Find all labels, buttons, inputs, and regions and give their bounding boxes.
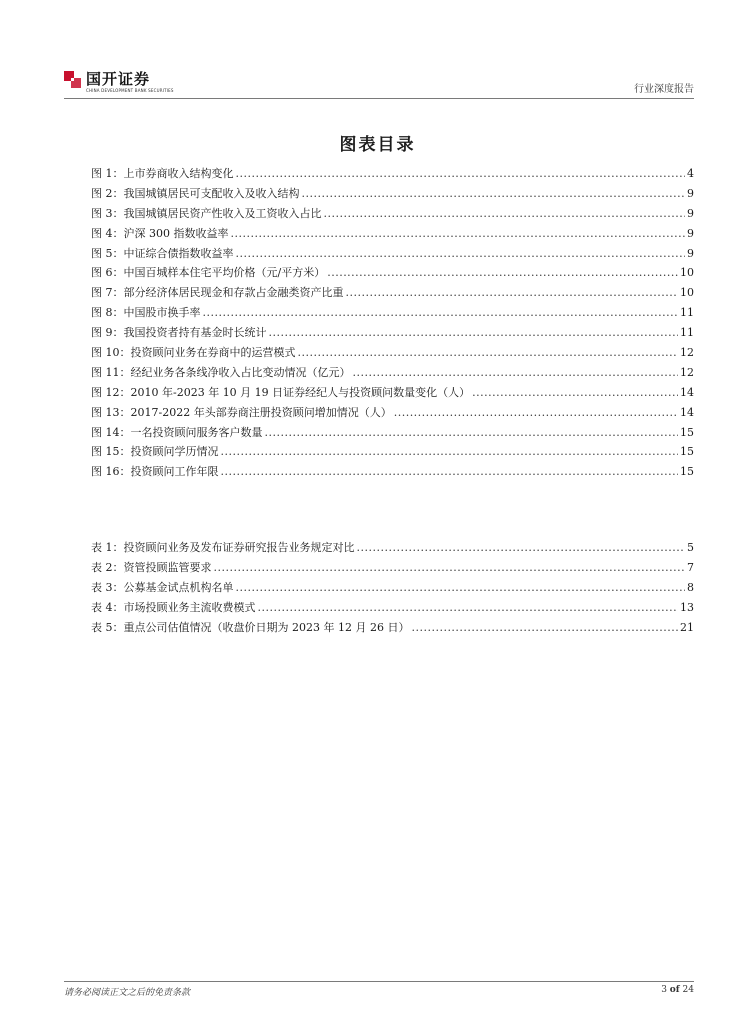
page-current: 3	[661, 985, 667, 995]
toc-entry-figure-2[interactable]: 图 2：我国城镇居民可支配收入及收入结构 ..... 9	[91, 184, 694, 204]
toc-entry-figure-10[interactable]: 图 10：投资顾问业务在券商中的运营模式 ..... 12	[91, 343, 694, 363]
leader-dots	[221, 462, 679, 482]
leader-dots	[258, 598, 679, 618]
leader-dots	[221, 442, 679, 462]
toc-entry-figure-4[interactable]: 图 4：沪深 300 指数收益率 ..... 9	[91, 224, 694, 244]
leader-dots	[346, 283, 679, 303]
leader-dots	[265, 423, 679, 443]
toc-entry-figure-14[interactable]: 图 14：一名投资顾问服务客户数量 ..... 15	[91, 423, 694, 443]
leader-dots	[357, 538, 686, 558]
toc-entry-table-3[interactable]: 表 3：公募基金试点机构名单 ..... 8	[91, 578, 694, 598]
toc-entry-table-5[interactable]: 表 5：重点公司估值情况（收盘价日期为 2023 年 12 月 26 日） ..... 21	[91, 618, 694, 638]
leader-dots	[302, 184, 686, 204]
figure-list	[91, 164, 694, 482]
page-header	[64, 66, 694, 100]
toc-entry-table-4[interactable]: 表 4：市场投顾业务主流收费模式 ..... 13	[91, 598, 694, 618]
toc-entry-figure-9[interactable]: 图 9：我国投资者持有基金时长统计 ..... 11	[91, 323, 694, 343]
toc-entry-figure-1[interactable]: 图 1：上市券商收入结构变化 ..... 4	[91, 164, 694, 184]
toc-entry-figure-7[interactable]: 图 7：部分经济体居民现金和存款占金融类资产比重 ..... 10	[91, 283, 694, 303]
leader-dots	[214, 558, 686, 578]
header-divider	[64, 98, 694, 99]
leader-dots	[324, 204, 686, 224]
footer-divider	[64, 981, 694, 982]
toc-entry-table-2[interactable]: 表 2：资管投顾监管要求 ..... 7	[91, 558, 694, 578]
toc-entry-figure-12[interactable]: 图 12：2010 年-2023 年 10 月 19 日证券经纪人与投资顾问数量变化（人） ..... 14	[91, 383, 694, 403]
table-list	[91, 538, 694, 637]
leader-dots	[327, 263, 678, 283]
toc-entry-figure-15[interactable]: 图 15：投资顾问学历情况 ..... 15	[91, 442, 694, 462]
leader-dots	[236, 164, 686, 184]
leader-dots	[203, 303, 679, 323]
logo-mark-icon	[64, 71, 81, 88]
toc-entry-figure-13[interactable]: 图 13：2017-2022 年头部券商注册投资顾问增加情况（人） ..... 14	[91, 403, 694, 423]
footer-disclaimer: 请务必阅读正文之后的免责条款	[64, 988, 191, 998]
toc-title: 图表目录	[339, 135, 416, 155]
toc-entry-figure-3[interactable]: 图 3：我国城镇居民资产性收入及工资收入占比 ..... 9	[91, 204, 694, 224]
logo-name-en: CHINA DEVELOPMENT BANK SECURITIES	[86, 88, 174, 93]
leader-dots	[236, 244, 686, 264]
toc-entry-figure-8[interactable]: 图 8：中国股市换手率 ..... 11	[91, 303, 694, 323]
leader-dots	[230, 224, 685, 244]
toc-entry-table-1[interactable]: 表 1：投资顾问业务及发布证券研究报告业务规定对比 ..... 5	[91, 538, 694, 558]
page-total: 24	[682, 985, 694, 995]
leader-dots	[394, 403, 678, 423]
leader-dots	[269, 323, 679, 343]
report-type: 行业深度报告	[634, 84, 694, 95]
toc-entry-figure-11[interactable]: 图 11：经纪业务各条线净收入占比变动情况（亿元） ..... 12	[91, 363, 694, 383]
leader-dots	[411, 618, 678, 638]
leader-dots	[353, 363, 679, 383]
leader-dots	[298, 343, 679, 363]
logo-name-cn: 国开证券	[86, 70, 151, 88]
page-of: of	[669, 985, 680, 995]
leader-dots	[236, 578, 686, 598]
page-number	[661, 985, 694, 995]
leader-dots	[472, 383, 678, 403]
toc-entry-figure-5[interactable]: 图 5：中证综合债指数收益率 ..... 9	[91, 244, 694, 264]
toc-entry-figure-16[interactable]: 图 16：投资顾问工作年限 ..... 15	[91, 462, 694, 482]
toc-entry-figure-6[interactable]: 图 6：中国百城样本住宅平均价格（元/平方米） ..... 10	[91, 263, 694, 283]
